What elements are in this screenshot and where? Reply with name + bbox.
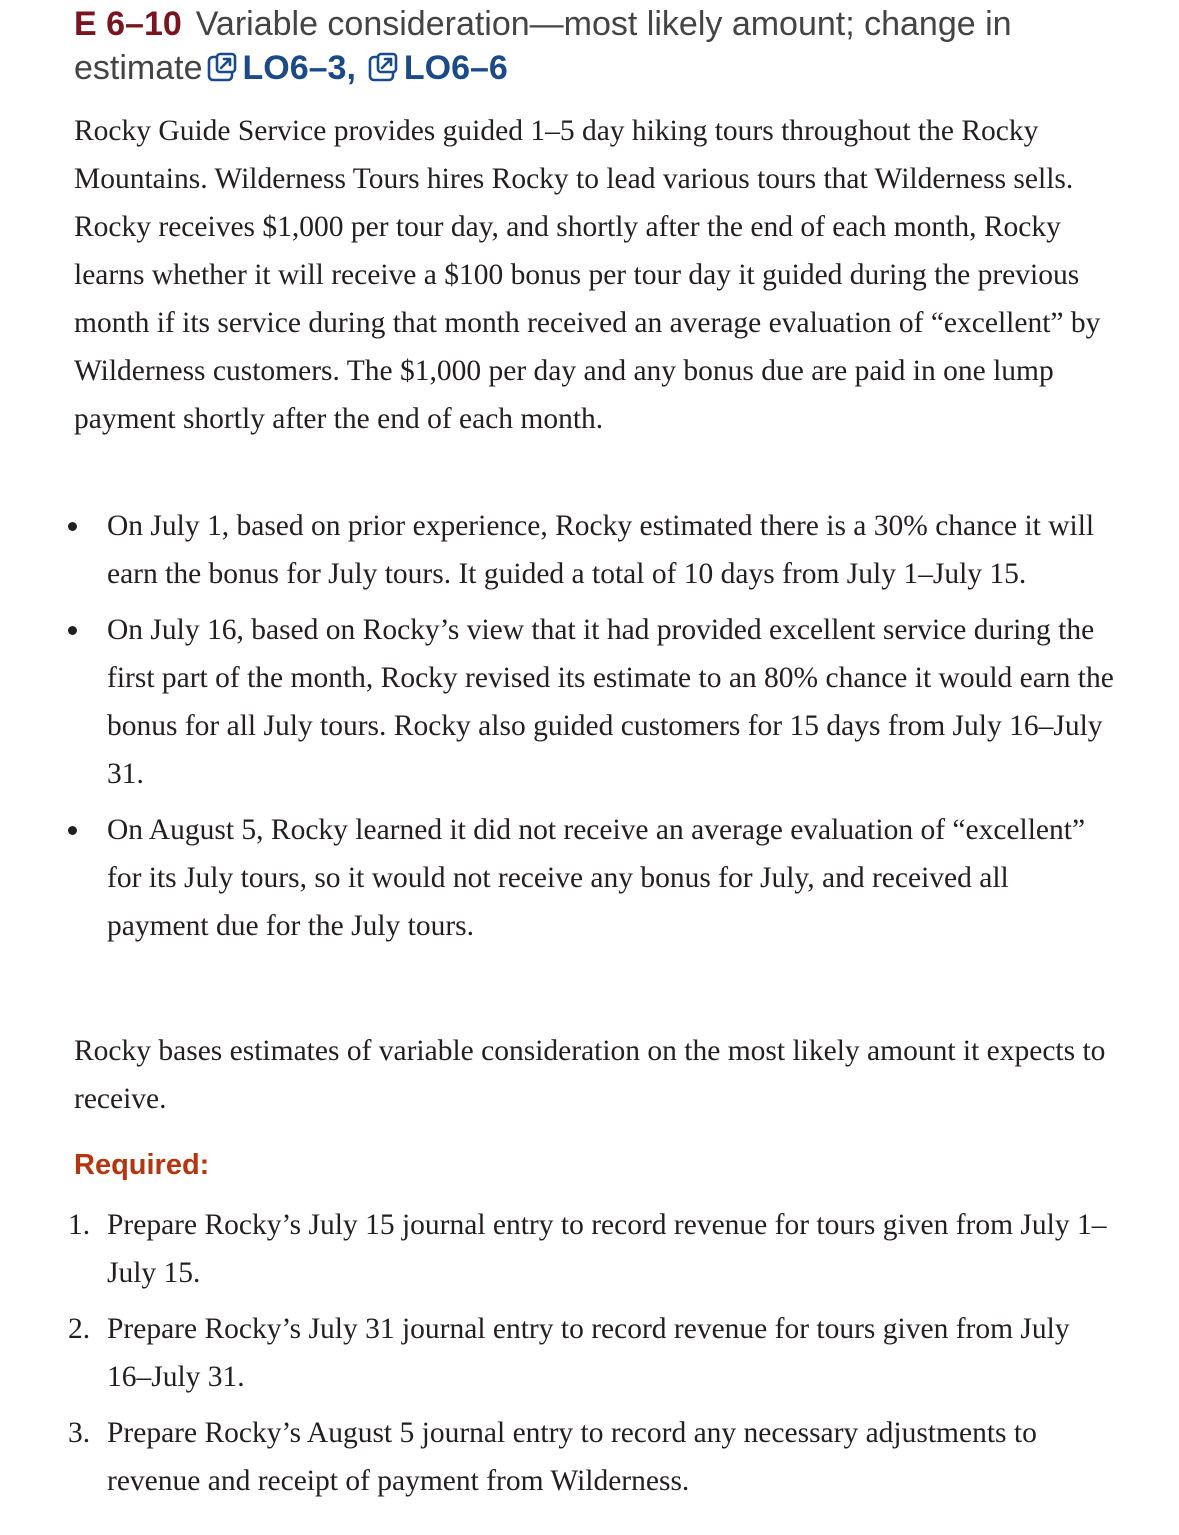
list-item [68, 1409, 1114, 1505]
list-item [74, 502, 1114, 598]
bullet-list [74, 502, 1114, 958]
lo-link-1[interactable]: LO6–3, [242, 49, 356, 87]
requirement-number: 2. [68, 1313, 91, 1345]
requirement-text: Prepare Rocky’s August 5 journal entry to record any necessary adjustments to revenue and receipt of payment from Wilderness. [107, 1417, 1037, 1497]
lo-link-2[interactable]: LO6–6 [403, 49, 508, 87]
bullet-text: On July 1, based on prior experience, Rocky estimated there is a 30% chance it will earn the bonus for July tours. It guided a total of 10 days from July 1–July 15. [107, 510, 1095, 590]
bullet-dot [68, 826, 77, 835]
external-link-icon[interactable] [368, 49, 398, 93]
required-label: Required: [74, 1149, 210, 1181]
exercise-title-line1: Variable consideration—most likely amount; change in [195, 5, 1012, 43]
external-link-icon[interactable] [207, 49, 237, 93]
requirement-number: 3. [68, 1417, 91, 1449]
list-item [68, 1305, 1114, 1401]
bullet-dot [68, 522, 77, 531]
requirement-number: 1. [68, 1209, 91, 1241]
requirements-list [68, 1201, 1114, 1513]
exercise-heading [74, 2, 1134, 93]
requirement-text: Prepare Rocky’s July 31 journal entry to record revenue for tours given from July 16–July 31. [107, 1313, 1070, 1393]
requirement-text: Prepare Rocky’s July 15 journal entry to record revenue for tours given from July 1–July 15. [107, 1209, 1107, 1289]
intro-paragraph: Rocky Guide Service provides guided 1–5 day hiking tours throughout the Rocky Mountains. Wilderness Tours hires Rocky to lead various tours that Wilderness sells. Rocky receives $1,000 per tour day, and shortly after the end of each month, Rocky learns whether it will receive a $100 bonus per tour day it guided during the previous month if its service during that month received an average evaluation of “excellent” by Wilderness customers. The $1,000 per day and any bonus due are paid in one lump payment shortly after the end of each month. [74, 115, 1101, 435]
exercise-title-line2: estimate [74, 49, 203, 87]
bullet-text: On August 5, Rocky learned it did not receive an average evaluation of “excellent” for its July tours, so it would not receive any bonus for July, and received all payment due for the July tours. [107, 814, 1086, 942]
closing-paragraph: Rocky bases estimates of variable consideration on the most likely amount it expects to receive. [74, 1035, 1106, 1115]
exercise-number: E 6–10 [74, 5, 182, 43]
list-item [74, 806, 1114, 950]
bullet-text: On July 16, based on Rocky’s view that it had provided excellent service during the first part of the month, Rocky revised its estimate to an 80% chance it would earn the bonus for all July tours. Rocky also guided customers for 15 days from July 16–July 31. [107, 614, 1114, 790]
bullet-dot [68, 626, 77, 635]
list-item [68, 1201, 1114, 1297]
list-item [74, 606, 1114, 798]
